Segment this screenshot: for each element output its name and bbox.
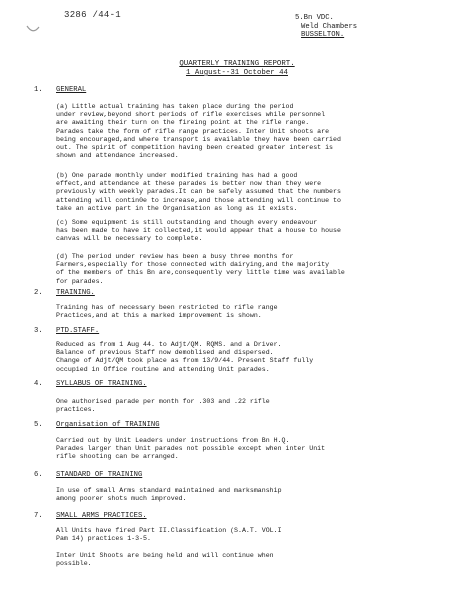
report-title: QUARTERLY TRAINING REPORT. bbox=[179, 60, 295, 68]
section-heading-small-arms: 7. SMALL ARMS PRACTICES. bbox=[34, 512, 147, 520]
address-unit: 5.Bn VDC. bbox=[295, 14, 334, 22]
paragraph-general-a: (a) Little actual training has taken place during the period under review,beyond short periods of rifle exercises while personnel are awaiting their turn on the fireing point at the rifle range. Parades take the form of rifle range practices. Inter Unit shoots are being encouraged,and where transport is available they have been carried out. The spirit of competition having been created greater interest is shown and attendance increased. bbox=[56, 103, 341, 160]
section-heading-organisation: 5. Organisation of TRAINING bbox=[34, 421, 160, 429]
section-heading-standard: 6. STANDARD OF TRAINING bbox=[34, 471, 143, 479]
paragraph-general-d: (d) The period under review has been a busy three months for Farmers,especially for those connected with dairying,and the majority of the members of this Bn are,consequently very little time was available for parades. bbox=[56, 253, 345, 285]
section-heading-syllabus: 4. SYLLABUS OF TRAINING. bbox=[34, 380, 147, 388]
paragraph-small-arms-shoots: Inter Unit Shoots are being held and will continue when possible. bbox=[56, 552, 274, 568]
section-heading-general: 1. GENERAL bbox=[34, 86, 87, 94]
address-building: Weld Chambers bbox=[301, 22, 358, 31]
section-heading-training: 2. TRAINING. bbox=[34, 289, 95, 297]
section-heading-ptd-staff: 3. PTD.STAFF. bbox=[34, 327, 100, 335]
paragraph-syllabus: One authorised parade per month for .303 and .22 rifle practices. bbox=[56, 398, 270, 414]
paragraph-small-arms-classification: All Units have fired Part II.Classification (S.A.T. VOL.I Pam 14) practices 1-3-5. bbox=[56, 527, 282, 543]
binder-hole-mark-icon bbox=[26, 24, 40, 34]
paragraph-organisation: Carried out by Unit Leaders under instructions from Bn H.Q. Parades larger than Unit parades not possible except when inter Unit rifle shooting can be arranged. bbox=[56, 437, 326, 461]
paragraph-general-b: (b) One parade monthly under modified training has had a good effect,and attendance at these parades is better now than they were previously with weekly parades.It can be safely assumed that the numbers attending will contin0e to increase,and those attending will continue to take an active part in the Organisation as long as it exists. bbox=[56, 172, 341, 212]
sender-address bbox=[295, 14, 357, 40]
report-period: 1 August--31 October 44 bbox=[185, 69, 288, 77]
address-town: BUSSELTON. bbox=[301, 31, 345, 40]
paragraph-ptd-staff: Reduced as from 1 Aug 44. to Adjt/QM. RQMS. and a Driver. Balance of previous Staff now demoblised and dispersed. Change of Adjt/QM took place as from 13/9/44. Present Staff fully occupied in Office routine and attending Unit parades. bbox=[56, 341, 314, 373]
paragraph-standard: In use of small Arms standard maintained and marksmanship among poorer shots much improved. bbox=[56, 487, 282, 503]
paragraph-general-c: (c) Some equipment is still outstanding and though every endeavour has been made to have it collected,it would appear that a house to house canvas will be necessary to complete. bbox=[56, 219, 341, 243]
file-reference: 3286 /44-1 bbox=[64, 10, 122, 20]
paragraph-training: Training has of necessary been restricted to rifle range Practices,and at this a marked improvement is shown. bbox=[56, 304, 278, 320]
